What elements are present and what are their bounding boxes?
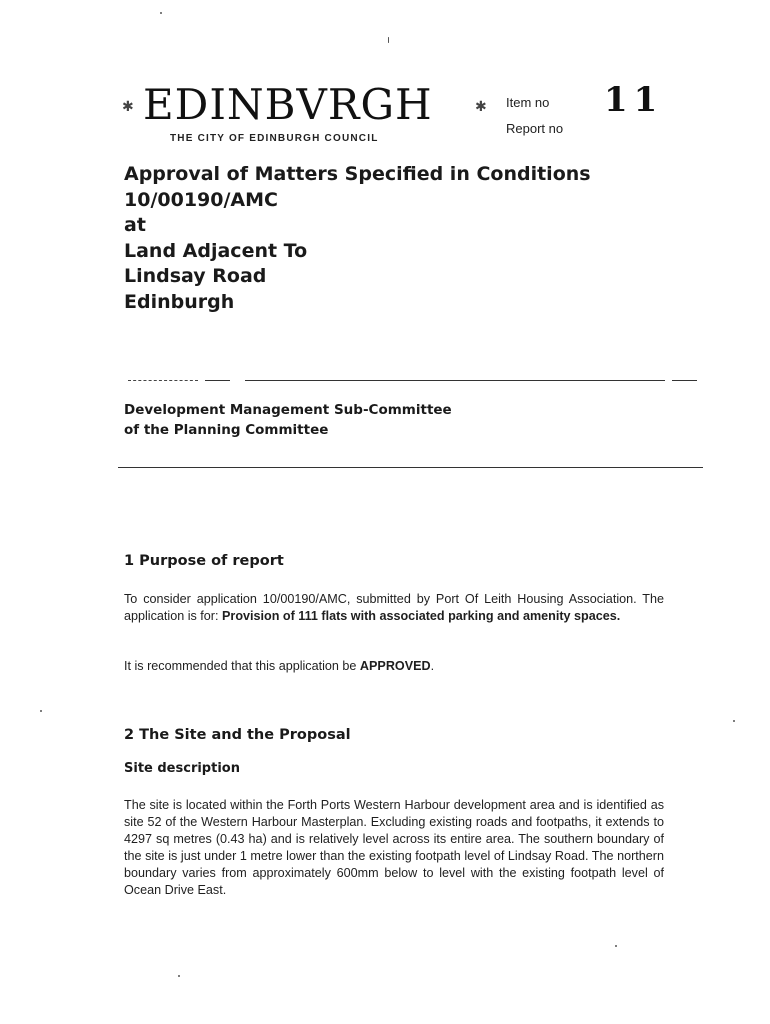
logo-wordmark: EDINBVRGH (143, 80, 433, 129)
scan-speck (615, 945, 617, 947)
logo-subtitle: THE CITY OF EDINBURGH COUNCIL (170, 133, 379, 144)
title-line: Edinburgh (124, 290, 235, 313)
committee-name (124, 400, 452, 440)
divider (118, 467, 703, 468)
subheading-site-description: Site description (124, 761, 240, 776)
recommendation-text: It is recommended that this application be (124, 659, 360, 673)
title-line: Approval of Matters Specified in Conditions (124, 163, 591, 185)
purpose-paragraph (124, 591, 664, 625)
recommendation-decision: APPROVED (359, 659, 431, 673)
title-line: at (124, 214, 146, 236)
divider (128, 380, 198, 381)
scan-speck (40, 710, 42, 712)
recommendation-end: . (430, 659, 435, 673)
item-no-value: 11 (604, 80, 664, 120)
scan-speck (178, 975, 180, 977)
council-logo (143, 80, 433, 129)
scan-speck (160, 12, 162, 14)
scan-speck (388, 37, 389, 43)
scan-speck (733, 720, 735, 722)
report-title (124, 162, 591, 315)
title-line: Lindsay Road (124, 265, 267, 287)
divider (205, 380, 230, 381)
divider (245, 380, 665, 381)
purpose-text: To consider application 10/00190/AMC, submitted by Port Of Leith Housing Association. The application is for: (124, 592, 664, 623)
application-reference: 10/00190/AMC (124, 188, 278, 211)
section-heading-site: 2 The Site and the Proposal (124, 727, 351, 743)
committee-line: Development Management Sub-Committee (124, 402, 452, 418)
proposal-summary: Provision of 111 flats with associated parking and amenity spaces. (222, 609, 621, 623)
divider (672, 380, 697, 381)
committee-line: of the Planning Committee (124, 422, 329, 438)
site-description-paragraph: The site is located within the Forth Ports Western Harbour development area and is identified as site 52 of the Western Harbour Masterplan. Excluding existing roads and footpaths, it extends to 4297 sq metres (0.43 ha) and is relatively level across its entire area. The southern boundary of the site is just under 1 metre lower than the existing footpath level of Lindsay Road. The northern boundary varies from approximately 600mm below to level with the existing footpath level of Ocean Drive East. (124, 798, 664, 897)
report-no-label: Report no (506, 121, 564, 136)
recommendation-paragraph (124, 658, 664, 675)
section-heading-purpose: 1 Purpose of report (124, 553, 284, 569)
logo-star-right: ✱ (475, 98, 487, 114)
logo-star-left: ✱ (122, 98, 134, 114)
title-line: Land Adjacent To (124, 239, 308, 262)
item-no-label: Item no (506, 95, 550, 110)
